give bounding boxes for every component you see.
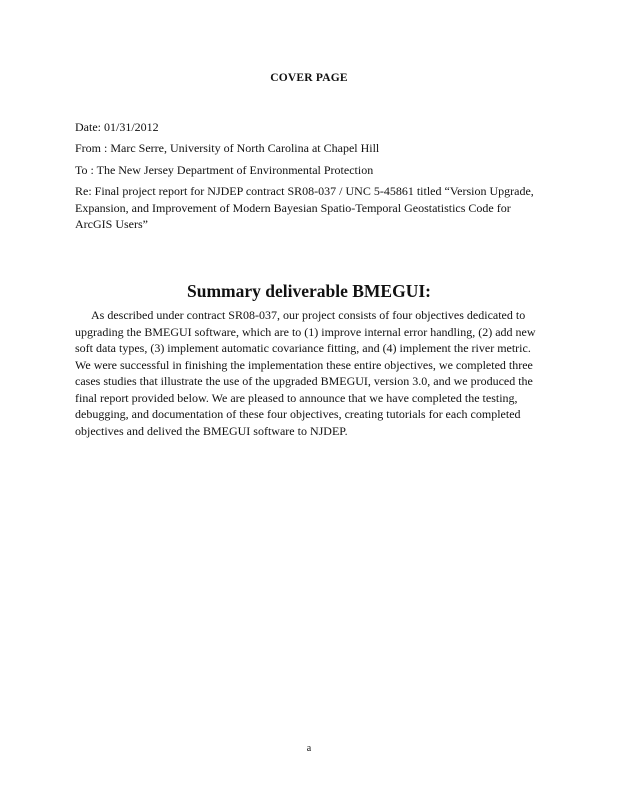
summary-paragraph: As described under contract SR08-037, our project consists of four objectives dedicated to upgrading the BMEGUI software, which are to (1) improve internal error handling, (2) add new soft data types, (3) implement automatic covariance fitting, and (4) implement the river metric. We were successful in finishing the implementation these entire objectives, we completed three cases studies that illustrate the use of the upgraded BMEGUI, version 3.0, and we produced the final report provided below. We are pleased to announce that we have completed the testing, debugging, and documentation of these four objectives, creating tutorials for each completed objectives and delived the BMEGUI software to NJDEP.: [75, 308, 536, 438]
cover-page-title: COVER PAGE: [270, 72, 348, 84]
summary-heading: Summary deliverable BMEGUI:: [186, 281, 431, 301]
subject-line: Re: Final project report for NJDEP contract SR08-037 / UNC 5-45861 titled “Version Upgrade, Expansion, and Improvement of Modern Bayesian Spatio-Temporal Geostatistics Code for ArcGIS Users”: [75, 184, 534, 231]
page-number: a: [306, 743, 312, 754]
from-line: From : Marc Serre, University of North Carolina at Chapel Hill: [75, 141, 380, 155]
to-line: To : The New Jersey Department of Environmental Protection: [75, 163, 374, 177]
date-line: Date: 01/31/2012: [75, 120, 159, 134]
